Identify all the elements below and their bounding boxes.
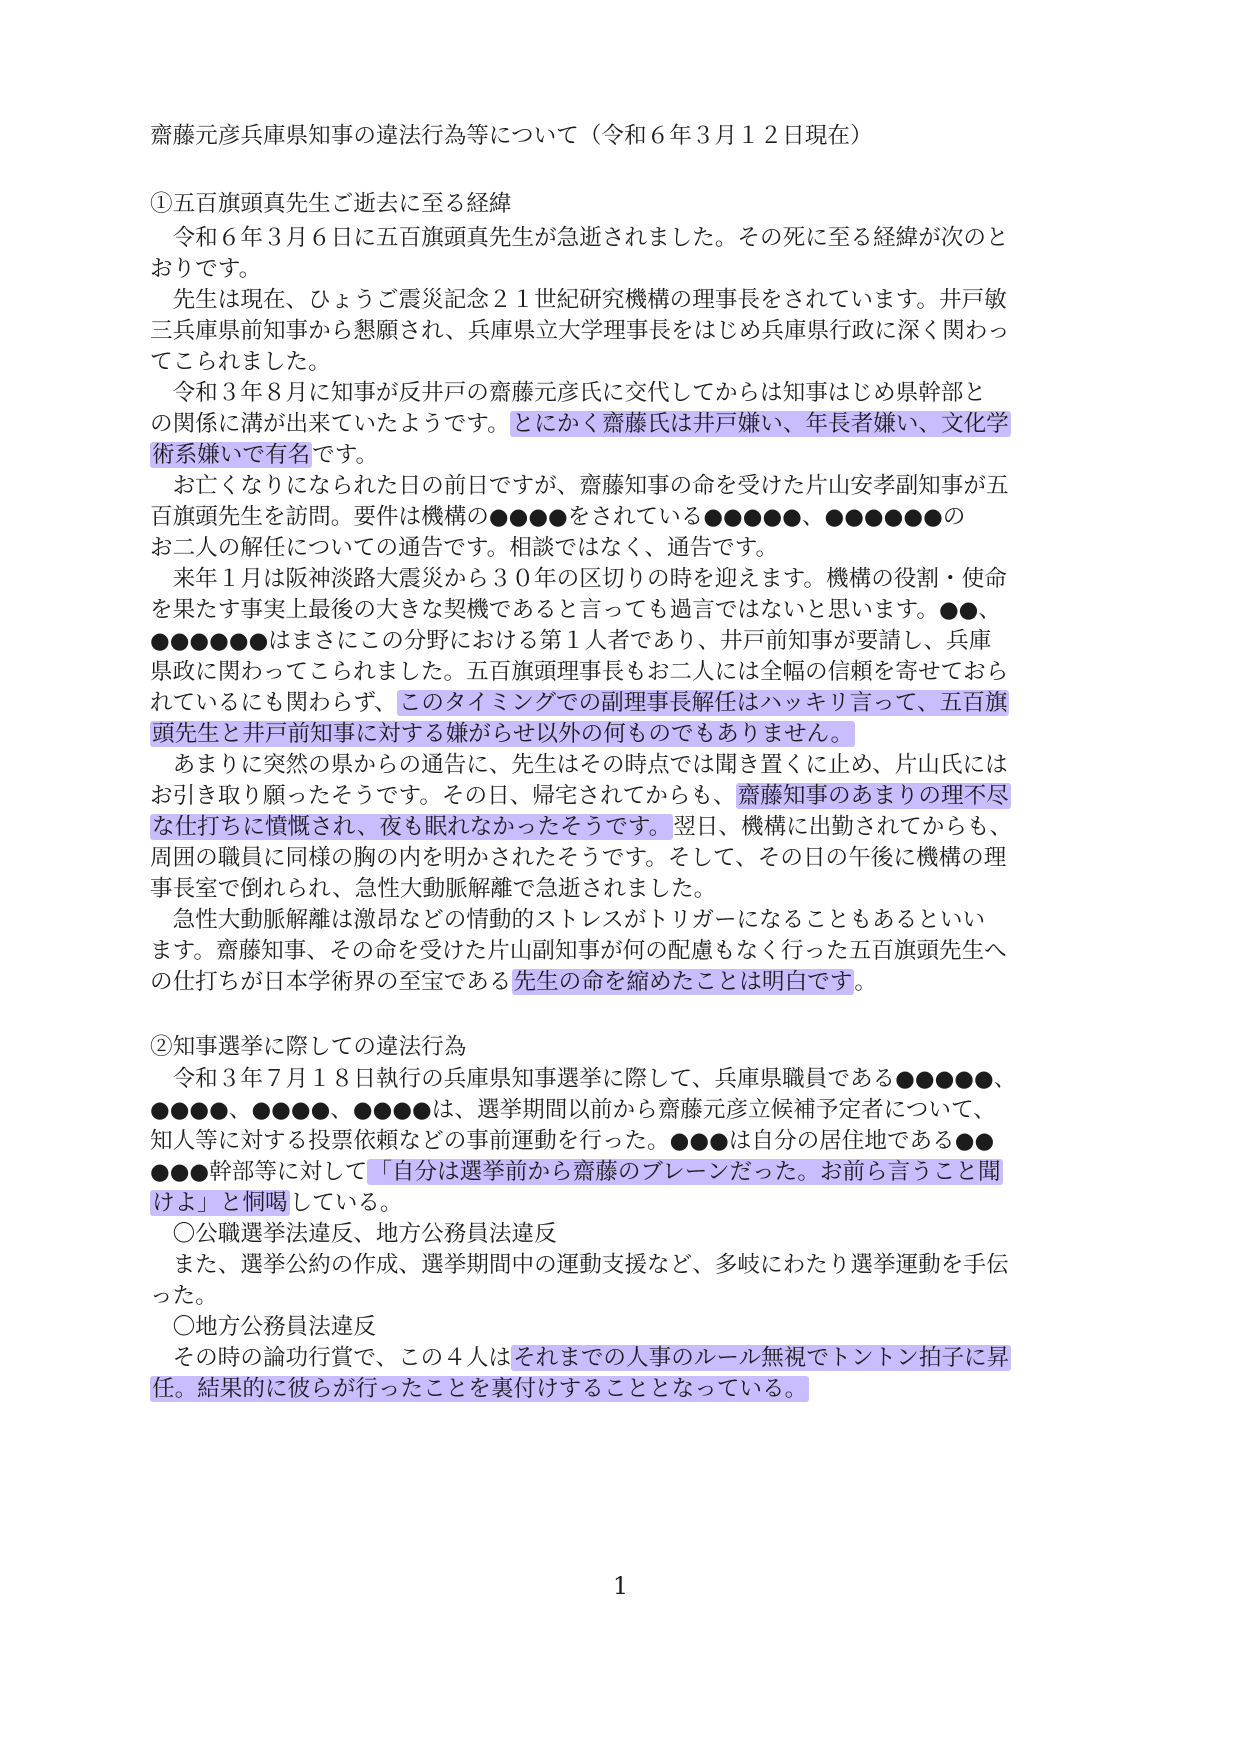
text-line: 周囲の職員に同様の胸の内を明かされたそうです。そして、その日の午後に機構の理 (150, 845, 1007, 871)
highlighted-text: けよ」と恫喝 (152, 1190, 288, 1216)
text-line (150, 717, 855, 751)
text-line: お二人の解任についての通告です。相談ではなく、通告です。 (150, 535, 779, 561)
text-line: 〇公職選挙法違反、地方公務員法違反 (150, 1221, 557, 1247)
text-line: 〇地方公務員法違反 (150, 1314, 376, 1340)
text-line: 急性大動脈解離は激昂などの情動的ストレスがトリガーになることもあるといい (150, 907, 986, 933)
text-line: けよ」と恫喝している。 (152, 1190, 403, 1216)
text-line: ●●●●●●はまさにこの分野における第１人者であり、井戸前知事が要請し、兵庫 (150, 628, 992, 654)
highlighted-text: とにかく齋藤氏は井戸嫌い、年長者嫌い、文化学 (511, 411, 1009, 437)
text-line: お亡くなりになられた日の前日ですが、齋藤知事の命を受けた片山安孝副知事が五 (150, 473, 1009, 499)
section-2-heading: ②知事選挙に際しての違法行為 (150, 1034, 467, 1060)
text-line: 来年１月は阪神淡路大震災から３０年の区切りの時を迎えます。機構の役割・使命 (150, 566, 1007, 592)
text-line: ●●●●、●●●●、●●●●は、選挙期間以前から齋藤元彦立候補予定者について、 (150, 1097, 996, 1123)
text-line: お引き取り願ったそうです。その日、帰宅されてからも、齋藤知事のあまりの理不尽 (150, 783, 1009, 809)
highlighted-text: 頭先生と井戸前知事に対する嫌がらせ以外の何ものでもありません。 (152, 721, 854, 747)
text-line: った。 (150, 1283, 218, 1309)
text-line: 知人等に対する投票依頼などの事前運動を行った。●●●は自分の居住地である●● (150, 1128, 995, 1154)
highlighted-text: 「自分は選挙前から齋藤のブレーンだった。お前ら言うこと聞 (369, 1159, 1001, 1185)
section-1-heading: ①五百旗頭真先生ご逝去に至る経緯 (150, 191, 512, 217)
text-line: れているにも関わらず、このタイミングでの副理事長解任はハッキリ言って、五百旗 (150, 690, 1008, 716)
text-line: の関係に溝が出来ていたようです。とにかく齋藤氏は井戸嫌い、年長者嫌い、文化学 (150, 411, 1009, 437)
text-line: を果たす事実上最後の大きな契機であると言っても過言ではないと思います。●●、 (150, 597, 1001, 623)
text-line: あまりに突然の県からの通告に、先生はその時点では聞き置くに止め、片山氏には (150, 752, 1008, 778)
highlighted-text: 任。結果的に彼らが行ったことを裏付けすることとなっている。 (152, 1376, 808, 1402)
page-number: 1 (612, 1572, 629, 1600)
text-line: おりです。 (150, 256, 262, 282)
highlighted-text: 術系嫌いで有名 (152, 442, 311, 468)
text-line: てこられました。 (150, 349, 331, 375)
text-line: 三兵庫県前知事から懇願され、兵庫県立大学理事長をはじめ兵庫県行政に深く関わっ (150, 318, 1010, 344)
text-line: 事長室で倒れられ、急性大動脈解離で急逝されました。 (150, 876, 717, 902)
highlighted-text: 先生の命を縮めたことは明白です (513, 969, 853, 995)
text-line: 百旗頭先生を訪問。要件は機構の●●●●をされている●●●●●、●●●●●●の (150, 504, 966, 530)
text-line: 令和３年８月に知事が反井戸の齋藤元彦氏に交代してからは知事はじめ県幹部と (150, 380, 986, 406)
highlighted-text: 齋藤知事のあまりの理不尽 (737, 783, 1009, 809)
text-line: 先生は現在、ひょうご震災記念２１世紀研究機構の理事長をされています。井戸敏 (150, 287, 1007, 313)
document-title: 齋藤元彦兵庫県知事の違法行為等について（令和６年３月１２日現在） (150, 123, 873, 149)
highlighted-text: それまでの人事のルール無視でトントン拍子に昇 (513, 1345, 1010, 1371)
text-line: ます。齋藤知事、その命を受けた片山副知事が何の配慮もなく行った五百旗頭先生へ (150, 938, 1007, 964)
text-line: その時の論功行賞で、この４人はそれまでの人事のルール無視でトントン拍子に昇 (150, 1345, 1010, 1371)
highlighted-text: な仕打ちに憤慨され、夜も眠れなかったそうです。 (152, 814, 672, 840)
text-line: 令和３年７月１８日執行の兵庫県知事選挙に際して、兵庫県職員である●●●●●、 (150, 1066, 1017, 1092)
text-line: な仕打ちに憤慨され、夜も眠れなかったそうです。翌日、機構に出勤されてからも、 (152, 814, 1013, 840)
highlighted-text: このタイミングでの副理事長解任はハッキリ言って、五百旗 (398, 690, 1008, 716)
text-line: 令和６年３月６日に五百旗頭真先生が急逝されました。その死に至る経緯が次のと (150, 225, 1009, 251)
text-line: の仕打ちが日本学術界の至宝である先生の命を縮めたことは明白です。 (150, 969, 877, 995)
text-line (150, 1372, 809, 1406)
text-line: 県政に関わってこられました。五百旗頭理事長もお二人には全幅の信頼を寄せておら (150, 659, 1009, 685)
text-line: 術系嫌いで有名です。 (152, 442, 379, 468)
text-line: また、選挙公約の作成、選挙期間中の運動支援など、多岐にわたり選挙運動を手伝 (150, 1252, 1009, 1278)
text-line: ●●●幹部等に対して「自分は選挙前から齋藤のブレーンだった。お前ら言うこと聞 (150, 1159, 1001, 1185)
